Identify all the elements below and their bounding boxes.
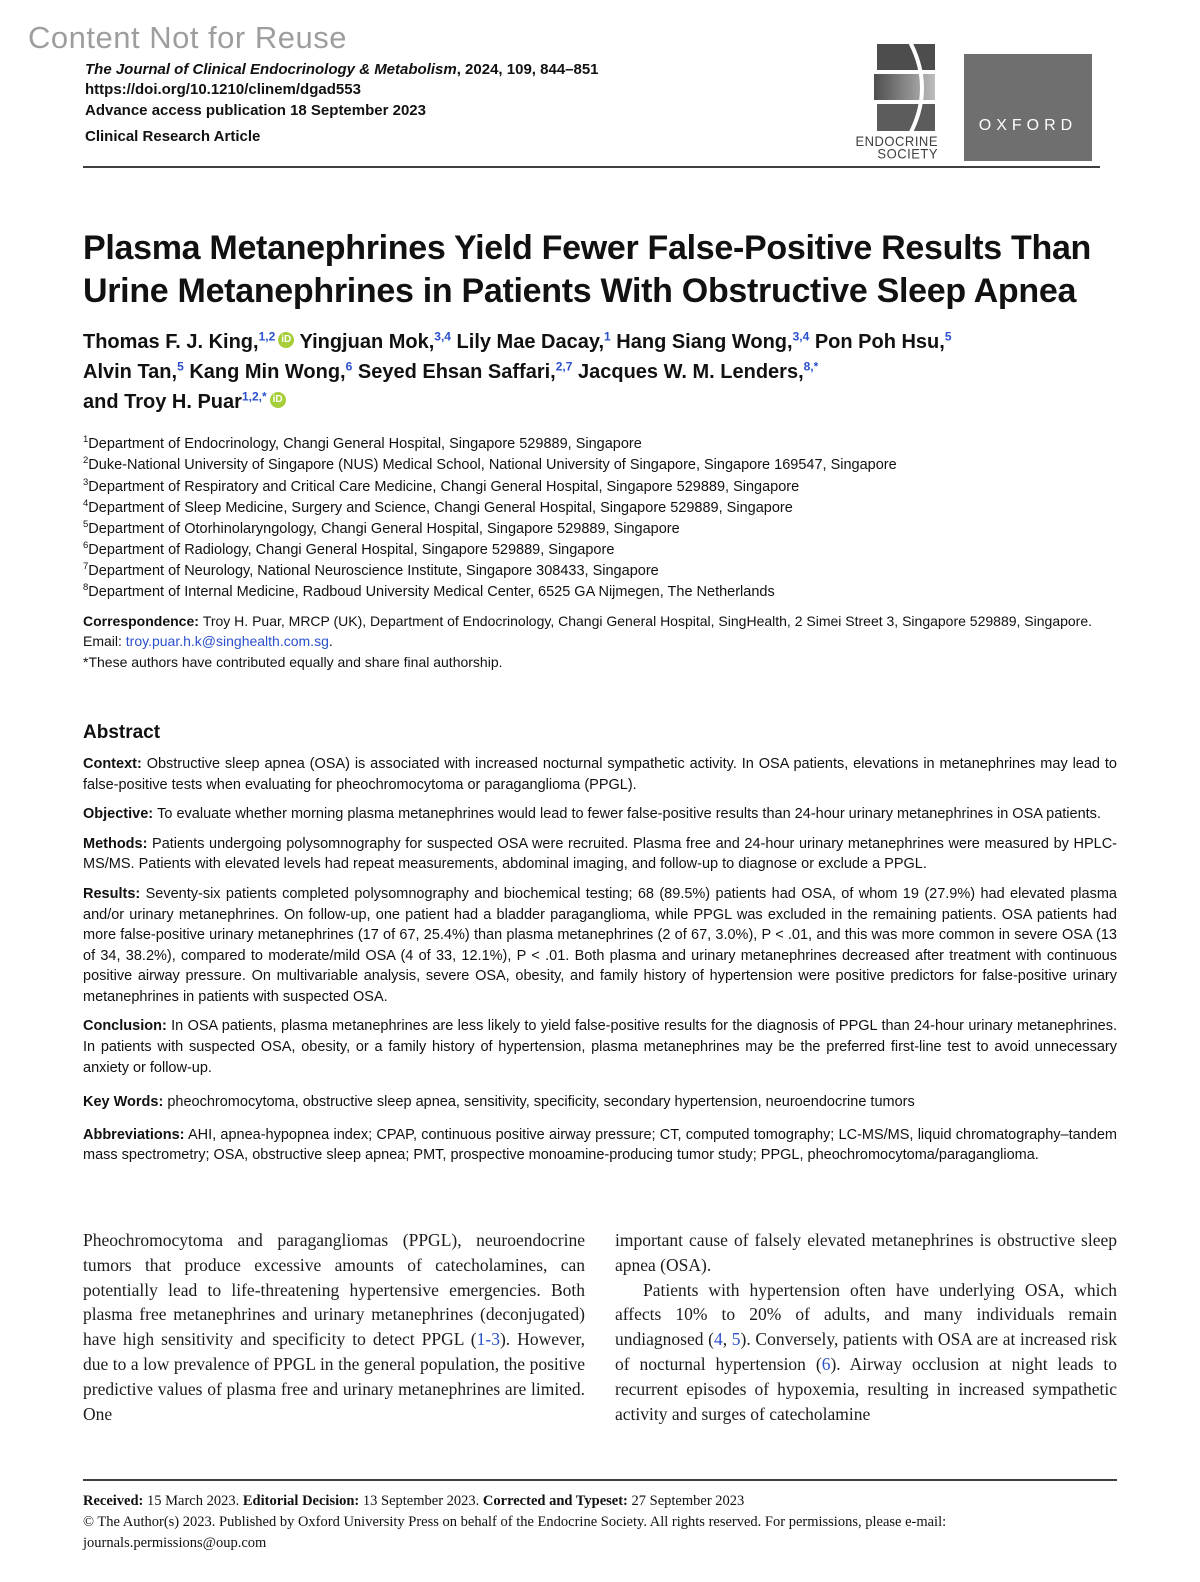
author-name: Yingjuan Mok,$^{3,4}$ [299, 329, 451, 354]
author-name: Pon Poh Hsu,$^5$ [814, 329, 952, 354]
abstract-section [83, 722, 1117, 1166]
text-run: journals.permissions@oup.com [83, 1534, 267, 1551]
affiliation-number: 2 [83, 455, 89, 467]
correspondence-note [83, 612, 1117, 652]
endocrine-society-caption [855, 135, 938, 161]
italic-text: The Journal of Clinical Endocrinology & Metabolism [85, 61, 457, 78]
affiliation-number: 7 [83, 561, 89, 573]
author-affiliation-superscript: 5 [177, 359, 184, 374]
abstract-subsection: Methods: Patients undergoing polysomnography for suspected OSA were recruited. Plasma free and 24-hour urinary metanephrines were measured by HPLC-MS/MS. Patients with elevated levels had repeat measurements, abdominal imaging, and follow-up to diagnose or exclude a PPGL. [83, 835, 1117, 873]
author-affiliation-superscript: 8,* [803, 359, 819, 374]
author-affiliation-superscript: 3,4 [792, 329, 810, 344]
author-affiliation-superscript: 5 [944, 329, 952, 344]
publisher-logos [838, 44, 1092, 161]
affiliation-line: $^8$Department of Internal Medicine, Radboud University Medical Center, 6525 GA Nijmegen, The Netherlands [83, 582, 775, 601]
text-run: ). However, due to a low prevalence of PPGL in the general population, the positive predictive values of plasma free and urinary metanephrines are limited. One [83, 1329, 585, 1424]
footer-line [83, 1512, 1117, 1554]
abbreviations-line [83, 1125, 1117, 1166]
footer-line [83, 1491, 1117, 1512]
author-affiliation-superscript: 1 [604, 329, 611, 344]
affiliation-line: $^5$Department of Otorhinolaryngology, Changi General Hospital, Singapore 529889, Singapore [83, 518, 680, 537]
body-paragraph [615, 1278, 1117, 1427]
body-paragraph [615, 1228, 1117, 1278]
reference-link[interactable]: 4 [713, 1329, 723, 1350]
text-run: Patients with hypertension often have underlying OSA, which affects 10% to 20% of adults, and many individuals remain undiagnosed ( [615, 1279, 1117, 1350]
affiliation-number: 6 [83, 539, 89, 551]
article-footer [83, 1491, 1117, 1554]
affiliation-line: $^7$Department of Neurology, National Neuroscience Institute, Singapore 308433, Singapore [83, 561, 659, 579]
abstract-body [83, 754, 1117, 1078]
author-name: Lily Mae Dacay,$^1$ [456, 329, 611, 354]
body-two-columns [83, 1228, 1117, 1427]
text-run: . [328, 633, 333, 650]
affiliation-line: $^2$Duke-National University of Singapore (NUS) Medical School, National University of Singapore, Singapore 169547, Singapore [83, 455, 897, 474]
author-name: Hang Siang Wong,$^{3,4}$ [616, 329, 810, 354]
endocrine-society-logo [838, 44, 938, 161]
article-type-label: Clinical Research Article [85, 128, 261, 145]
body-column-left [83, 1228, 585, 1427]
reference-link[interactable]: 6 [821, 1354, 831, 1375]
abstract-subsection: Conclusion: In OSA patients, plasma metanephrines are less likely to yield false-positive results for the diagnosis of PPGL than 24-hour urinary metanephrines. In patients with suspected OSA, obesity, or a family history of hypertension, plasma metanephrines may be the preferred first-line test to avoid unnecessary anxiety or follow-up. [83, 1018, 1117, 1076]
author-list [83, 327, 1117, 417]
affiliation-number: 1 [83, 434, 89, 446]
text-run: Troy H. Puar, MRCP (UK), Department of Endocrinology, Changi General Hospital, SingHealth, 2 Simei Street 3, Singapore 529889, Singapore. Email: [83, 613, 1093, 650]
abstract-subsection-label: Results: [83, 885, 146, 902]
watermark-text: Content Not for Reuse [28, 20, 347, 55]
affiliation-number: 8 [83, 582, 89, 594]
bold-label: Received: [83, 1492, 148, 1509]
oxford-logo: OXFORD [964, 54, 1092, 161]
keywords-value: pheochromocytoma, obstructive sleep apnea, sensitivity, specificity, secondary hypertension, neuroendocrine tumors [167, 1094, 915, 1111]
author-affiliation-superscript: 1,2,* [241, 389, 267, 404]
author-name: Kang Min Wong,$^6$ [189, 359, 353, 384]
author-name: and Troy H. Puar$^{1,2,*}$ iD [83, 391, 286, 413]
author-affiliation-superscript: 1,2 [258, 329, 276, 344]
abbreviations-value: AHI, apnea-hypopnea index; CPAP, continuous positive airway pressure; CT, computed tomography; LC-MS/MS, liquid chromatography–tandem mass spectrometry; OSA, obstructive sleep apnea; PMT, prospective monoamine-producing tumor study; PPGL, pheochromocytoma/paraganglioma. [83, 1126, 1117, 1164]
article-main [83, 227, 1117, 1427]
bold-label: Correspondence: [83, 613, 203, 630]
abbreviations-label: Abbreviations: [83, 1126, 185, 1143]
author-name: Alvin Tan,$^5$ [83, 359, 184, 384]
abstract-subsection: Objective: To evaluate whether morning plasma metanephrines would lead to fewer false-positive results than 24-hour urinary metanephrines in OSA patients. [83, 806, 1101, 823]
affiliation-number: 5 [83, 518, 89, 530]
author-name: Jacques W. M. Lenders,$^{8,*}$ [578, 359, 819, 384]
text-run: 15 March 2023. [147, 1492, 243, 1509]
text-run: ). Conversely, patients with OSA are at increased risk of nocturnal hypertension ( [615, 1329, 1118, 1375]
endocrine-society-logo-icon [874, 44, 938, 136]
text-run: ). Airway occlusion at night leads to recurrent episodes of hypoxemia, resulting in increased sympathetic activity and surges of catecholamine [615, 1354, 1117, 1424]
text-run: important cause of falsely elevated metanephrines is obstructive sleep apnea (OSA). [615, 1229, 1117, 1275]
body-paragraph [83, 1228, 585, 1427]
author-name: Seyed Ehsan Saffari,$^{2,7}$ [357, 359, 573, 384]
doi-link[interactable]: https://doi.org/10.1210/clinem/dgad553 [85, 81, 361, 99]
page-header [0, 0, 1200, 170]
affiliation-number: 4 [83, 497, 89, 509]
bold-label: 109 [506, 61, 532, 78]
reference-link[interactable]: 1-3 [476, 1329, 500, 1350]
journal-info [85, 60, 599, 121]
text-run: , 2024, [456, 61, 507, 78]
abstract-subsection-label: Methods: [83, 835, 153, 852]
bold-label: Corrected and Typeset: [482, 1492, 632, 1509]
abstract-heading: Abstract [83, 722, 161, 744]
orcid-icon[interactable]: iD [270, 392, 286, 408]
endocrine-caption-line1: ENDOCRINE [855, 133, 938, 150]
email-link[interactable]: troy.puar.h.k@singhealth.com.sg [125, 633, 329, 650]
author-affiliation-superscript: 2,7 [555, 359, 573, 374]
keywords-label: Key Words: [83, 1094, 164, 1111]
endocrine-caption-line2: SOCIETY [877, 146, 938, 162]
reference-link[interactable]: 5 [731, 1329, 741, 1350]
body-column-right [615, 1228, 1117, 1427]
affiliation-line: $^6$Department of Radiology, Changi General Hospital, Singapore 529889, Singapore [83, 539, 615, 558]
equal-contribution-note: *These authors have contributed equally and share final authorship. [83, 654, 503, 671]
journal-citation-line [85, 60, 599, 80]
affiliation-line: $^1$Department of Endocrinology, Changi General Hospital, Singapore 529889, Singapore [83, 434, 642, 453]
bold-label: Editorial Decision: [242, 1492, 363, 1509]
text-run: Pheochromocytoma and paragangliomas (PPGL), neuroendocrine tumors that produce excessive amounts of catecholamines, can potentially lead to life-threatening hypertensive emergencies. Both plasma free metanephrines and urinary metanephrines (deconjugated) have high sensitivity and specificity to detect PPGL ( [83, 1229, 585, 1350]
abstract-subsection-label: Conclusion: [83, 1018, 172, 1035]
author-name: Thomas F. J. King,$^{1,2}$ iD [83, 331, 294, 353]
affiliations-list [83, 433, 1117, 602]
article-title: Plasma Metanephrines Yield Fewer False-Positive Results Than Urine Metanephrines in Patients With Obstructive Sleep Apnea [83, 229, 1092, 311]
text-run: 13 September 2023. [362, 1492, 483, 1509]
orcid-icon[interactable]: iD [278, 332, 294, 348]
author-affiliation-superscript: 3,4 [434, 329, 451, 344]
affiliation-line: $^3$Department of Respiratory and Critical Care Medicine, Changi General Hospital, Singapore 529889, Singapore [83, 476, 800, 495]
text-run: , 844–851 [531, 61, 599, 78]
text-run: , [722, 1329, 732, 1350]
abstract-subsection: Results: Seventy-six patients completed polysomnography and biochemical testing; 68 (89.5%) patients had OSA, of whom 19 (27.9%) had elevated plasma and/or urinary metanephrines. On follow-up, one patient had a bladder paraganglioma, while PPGL was excluded in the remaining patients. OSA patients had more false-positive urinary metanephrines (17 of 67, 25.4%) than plasma metanephrines (2 of 67, 3.0%), P < .01, and this was more common in severe OSA (13 of 34, 38.2%), compared to moderate/mild OSA (4 of 33, 12.1%), P < .01. Both plasma and urinary metanephrines decreased after treatment with continuous positive airway pressure. On multivariable analysis, severe OSA, obesity, and family history of hypertension were positive predictors for false-positive urinary metanephrines in patients with suspected OSA. [83, 885, 1117, 1005]
affiliation-line: $^4$Department of Sleep Medicine, Surgery and Science, Changi General Hospital, Singapore 529889, Singapore [83, 497, 793, 516]
abstract-subsection-label: Objective: [83, 806, 158, 823]
footer-divider [83, 1479, 1117, 1481]
text-run: 27 September 2023 [631, 1492, 745, 1509]
abstract-subsection-label: Context: [83, 756, 147, 773]
author-affiliation-superscript: 6 [345, 359, 353, 374]
affiliation-number: 3 [83, 476, 89, 488]
keywords-line [83, 1092, 1117, 1113]
advance-access-line: Advance access publication 18 September 2023 [85, 101, 426, 119]
text-run: © The Author(s) 2023. Published by Oxford University Press on behalf of the Endocrine Society. All rights reserved. For permissions, please e-mail: [83, 1513, 947, 1530]
abstract-subsection: Context: Obstructive sleep apnea (OSA) is associated with increased nocturnal sympathetic activity. In OSA patients, elevations in metanephrines may lead to false-positive tests when evaluating for pheochromocytoma or paraganglioma (PPGL). [83, 756, 1117, 793]
header-divider [83, 166, 1100, 168]
